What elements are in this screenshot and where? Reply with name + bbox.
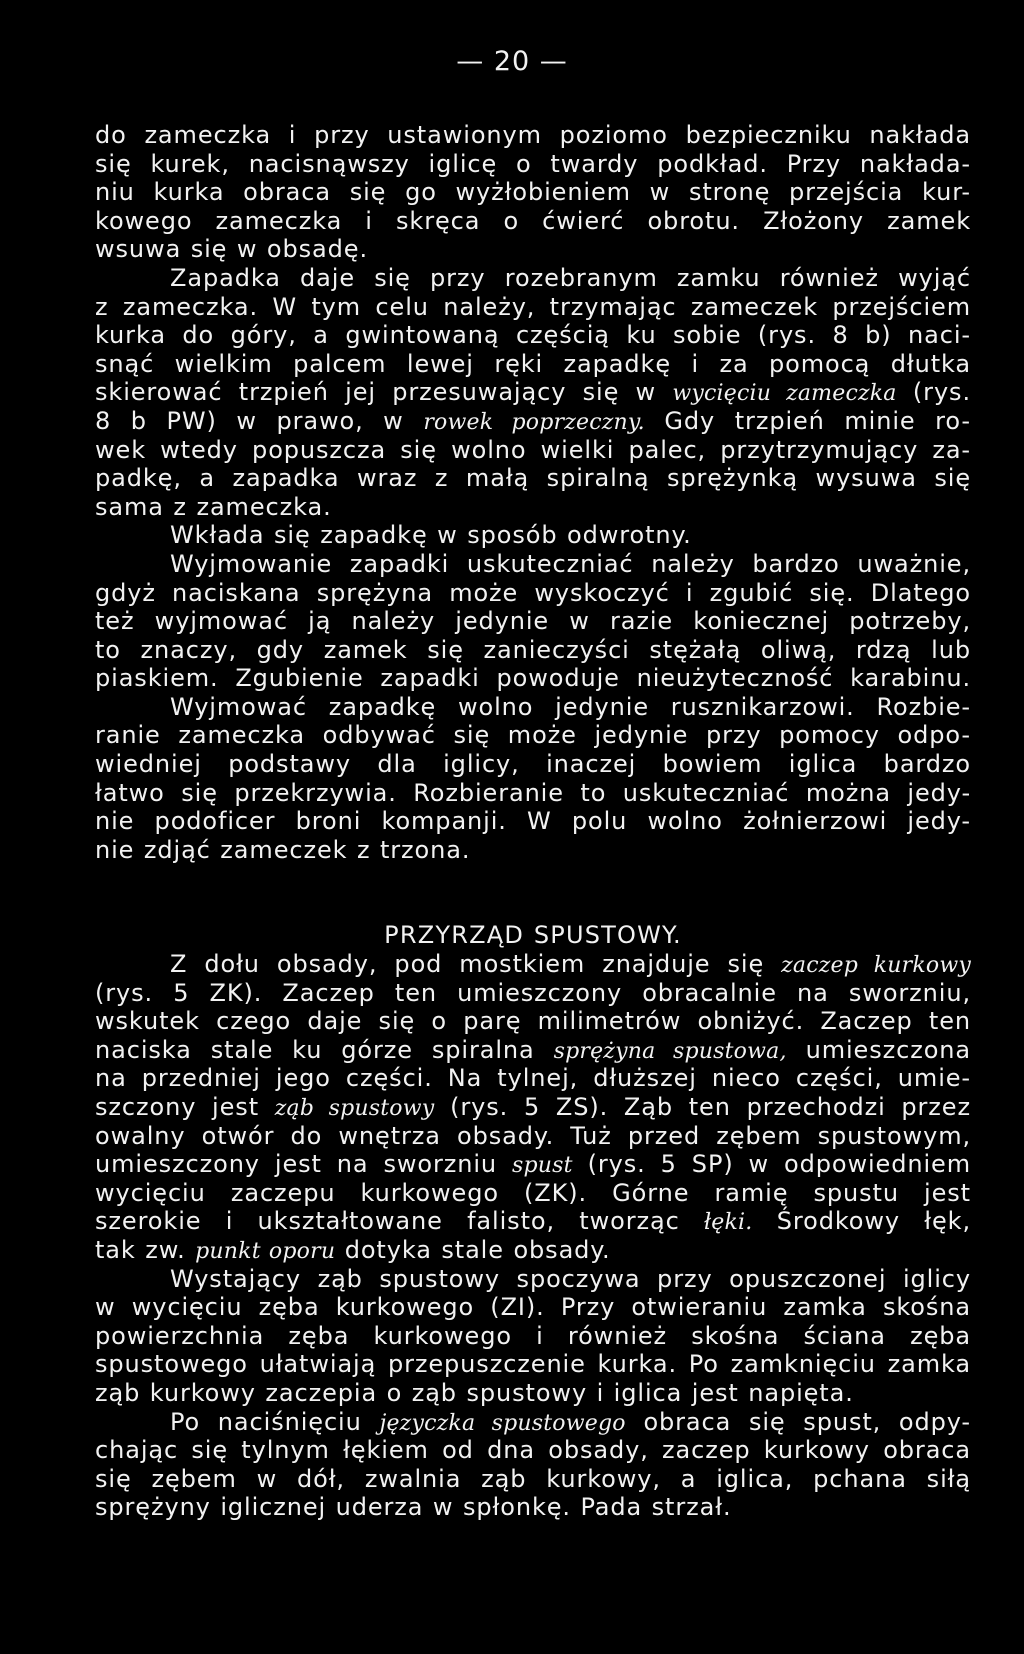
italic-term: łęki. [703, 1210, 753, 1236]
text-line [95, 436, 971, 465]
text-line [95, 1064, 971, 1093]
italic-term: zaczep kurkowy [781, 953, 971, 979]
text-segment: umieszczona [786, 1035, 972, 1064]
italic-term: rowek poprzeczny. [423, 409, 645, 435]
text-line [95, 350, 971, 379]
text-line [95, 836, 971, 865]
text-segment: spustowego ułatwiają przepuszczenie kurka. Po zamknięciu zamka [95, 1350, 971, 1379]
text-segment: ząb kurkowy zaczepia o ząb spustowy i iglica jest napięta. [95, 1378, 854, 1407]
text-segment: Z dołu obsady, pod mostkiem znajduje się [170, 950, 782, 979]
text-segment: powierzchnia zęba kurkowego i również skośna ściana zęba [95, 1321, 971, 1350]
text-segment: gdyż naciskana sprężyna może wyskoczyć i zgubić się. Dlatego [95, 578, 971, 607]
text-segment: (rys. [896, 378, 971, 407]
italic-term: wycięciu zameczka [672, 381, 897, 407]
text-line [95, 664, 971, 693]
text-segment: chając się tylnym łękiem od dna obsady, zaczep kurkowy obraca [95, 1436, 971, 1465]
text-line [95, 521, 971, 550]
text-segment: Zapadka daje się przy rozebranym zamku również wyjąć [170, 263, 971, 292]
text-line [95, 579, 971, 608]
text-segment: na przedniej jego części. Na tylnej, dłuższej nieco części, umie- [95, 1064, 971, 1093]
italic-term: punkt oporu [195, 1238, 336, 1264]
text-segment: szczony jest [95, 1093, 275, 1121]
text-segment: tak zw. [95, 1235, 196, 1264]
text-line [95, 636, 971, 665]
text-line [95, 1207, 971, 1236]
text-line [95, 1093, 971, 1122]
page-number: — 20 — [456, 46, 568, 77]
text-segment: (rys. 5 ZS). Ząb ten przechodzi przez [434, 1093, 971, 1121]
text-line [95, 1379, 971, 1408]
body-text [95, 121, 971, 1522]
text-segment: wek wtedy popuszcza się wolno wielki palec, przytrzymujący za- [95, 435, 971, 464]
text-segment: padkę, a zapadka wraz z małą spiralną sprężynką wysuwa się [95, 464, 971, 493]
text-segment: sprężyny iglicznej uderza w spłonkę. Pada strzał. [95, 1493, 732, 1522]
text-line [95, 1122, 971, 1151]
text-segment: ranie zameczka odbywać się może jedynie przy pomocy odpo- [95, 721, 971, 750]
text-line [95, 779, 971, 808]
text-line [95, 1036, 971, 1065]
text-line [95, 1007, 971, 1036]
text-segment: nie zdjąć zameczek z trzona. [95, 835, 471, 864]
text-segment: umieszczony jest na sworzniu [95, 1150, 512, 1179]
italic-term: spust [512, 1153, 573, 1179]
text-segment: kurka do góry, a gwintowaną częścią ku sobie (rys. 8 b) naci- [95, 321, 971, 350]
text-segment: Wyjmować zapadkę wolno jedynie rusznikarzowi. Rozbie- [170, 692, 971, 721]
text-segment: PRZYRZĄD SPUSTOWY. [384, 921, 682, 950]
text-segment: dotyka stale obsady. [335, 1235, 611, 1264]
text-line [95, 178, 971, 207]
text-segment: Środkowy łęk, [752, 1207, 971, 1236]
text-segment: sama z zameczka. [95, 492, 332, 521]
text-segment: niu kurka obraca się go wyżłobieniem w stronę przejścia kur- [95, 178, 971, 207]
text-segment: (rys. 5 SP) w odpowiedniem [572, 1150, 971, 1179]
text-segment: wsuwa się w obsadę. [95, 235, 368, 264]
text-segment: wskutek czego daje się o parę milimetrów obniżyć. Zaczep ten [95, 1007, 971, 1036]
text-line [95, 1350, 971, 1379]
text-segment: (rys. 5 ZK). Zaczep ten umieszczony obracalnie na sworzniu, [95, 978, 971, 1007]
text-line [95, 207, 971, 236]
text-line [95, 1150, 971, 1179]
text-line [95, 979, 971, 1008]
blank-line [95, 864, 971, 921]
text-segment: piaskiem. Zgubienie zapadki powoduje nieużyteczność karabinu. [95, 664, 971, 693]
text-line [95, 121, 971, 150]
text-line [95, 750, 971, 779]
text-line [95, 721, 971, 750]
text-line [95, 550, 971, 579]
text-line [95, 607, 971, 636]
italic-term: ząb spustowy [274, 1096, 435, 1121]
text-segment: Wystający ząb spustowy spoczywa przy opuszczonej iglicy [170, 1264, 971, 1293]
text-line [95, 493, 971, 522]
text-segment: wiedniej podstawy dla iglicy, inaczej bowiem iglica bardzo [95, 750, 971, 779]
text-segment: owalny otwór do wnętrza obsady. Tuż przed zębem spustowym, [95, 1121, 971, 1150]
italic-term: języczka spustowego [379, 1410, 626, 1436]
text-segment: Gdy trzpień minie ro- [644, 406, 971, 435]
italic-term: sprężyna spustowa, [553, 1038, 787, 1064]
text-segment: kowego zameczka i skręca o ćwierć obrotu. Złożony zamek [95, 206, 971, 235]
text-line [95, 293, 971, 322]
text-line [95, 1293, 971, 1322]
text-line [95, 1465, 971, 1494]
text-segment: skierować trzpień jej przesuwający się w [95, 378, 673, 407]
text-segment: też wyjmować ją należy jedynie w razie koniecznej potrzeby, [95, 607, 971, 636]
section-heading [95, 921, 971, 950]
text-segment: się kurek, nacisnąwszy iglicę o twardy podkład. Przy nakłada- [95, 149, 971, 178]
text-line [95, 807, 971, 836]
text-segment: Wkłada się zapadkę w sposób odwrotny. [170, 521, 692, 550]
text-line [95, 1236, 971, 1265]
text-segment: Po naciśnięciu [170, 1407, 380, 1436]
text-segment: do zameczka i przy ustawionym poziomo bezpieczniku nakłada [95, 121, 971, 149]
text-segment: w wycięciu zęba kurkowego (ZI). Przy otwieraniu zamka skośna [95, 1293, 971, 1322]
text-segment: to znaczy, gdy zamek się zanieczyści stężałą oliwą, rdzą lub [95, 635, 971, 664]
text-line [95, 321, 971, 350]
text-segment: nie podoficer broni kompanji. W polu wolno żołnierzowi jedy- [95, 807, 971, 836]
text-line [95, 1408, 971, 1437]
text-segment: obraca się spust, odpy- [625, 1407, 971, 1436]
text-line [95, 235, 971, 264]
text-segment: snąć wielkim palcem lewej ręki zapadkę i za pomocą dłutka [95, 349, 971, 378]
text-line [95, 1265, 971, 1294]
text-line [95, 1436, 971, 1465]
text-segment: się zębem w dół, zwalnia ząb kurkowy, a iglica, pchana siłą [95, 1464, 971, 1493]
text-line [95, 950, 971, 979]
text-segment: 8 b PW) w prawo, w [95, 406, 424, 435]
text-segment: z zameczka. W tym celu należy, trzymając zameczek przejściem [95, 292, 971, 321]
text-segment: naciska stale ku górze spiralna [95, 1035, 554, 1064]
text-line [95, 464, 971, 493]
text-line [95, 378, 971, 407]
text-line [95, 1322, 971, 1351]
text-line [95, 264, 971, 293]
text-line [95, 407, 971, 436]
text-line [95, 1179, 971, 1208]
text-line [95, 1493, 971, 1522]
text-line [95, 693, 971, 722]
text-line [95, 150, 971, 179]
text-segment: szerokie i ukształtowane falisto, tworząc [95, 1207, 704, 1236]
text-segment: łatwo się przekrzywia. Rozbieranie to uskuteczniać można jedy- [95, 778, 971, 807]
text-segment: wycięciu zaczepu kurkowego (ZK). Górne ramię spustu jest [95, 1178, 971, 1207]
text-segment: Wyjmowanie zapadki uskuteczniać należy bardzo uważnie, [170, 549, 971, 578]
